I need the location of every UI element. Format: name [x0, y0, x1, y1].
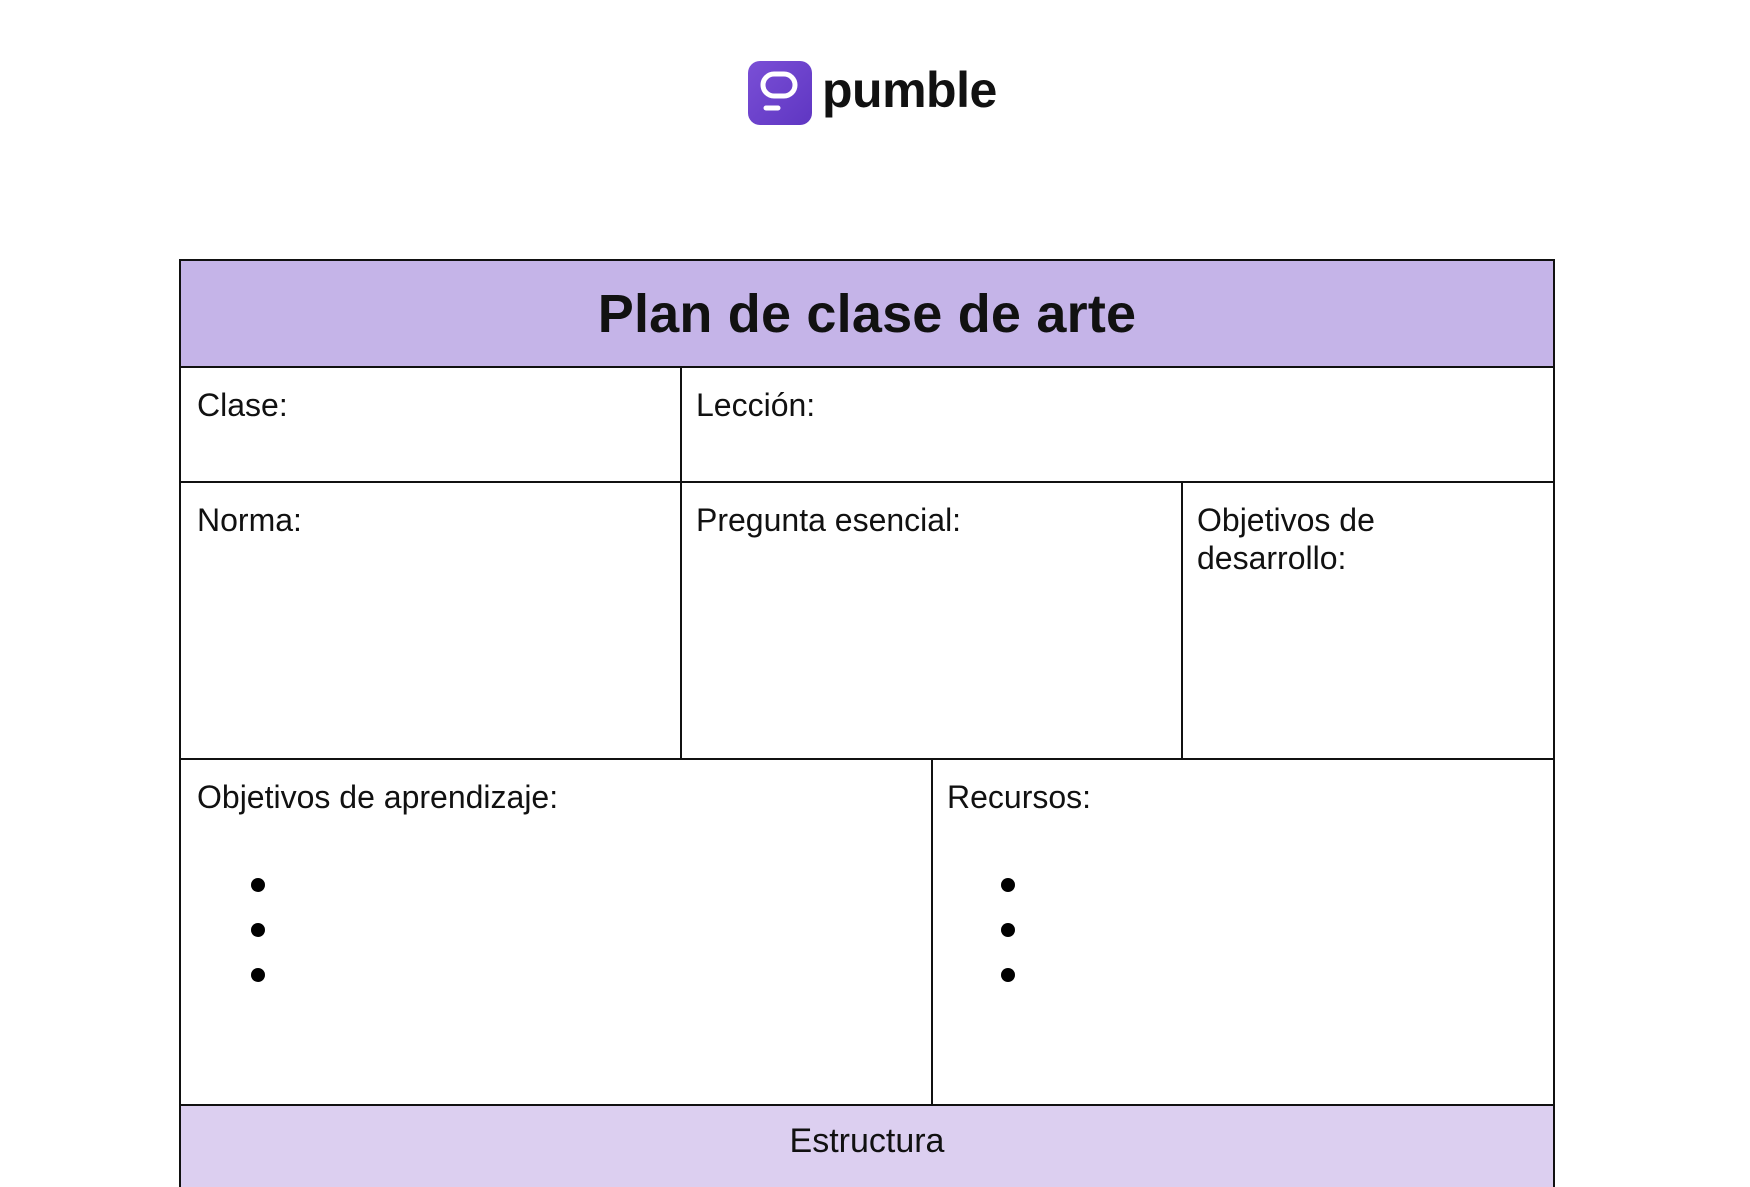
- pumble-logo-icon: [748, 61, 812, 125]
- divider: [680, 368, 682, 482]
- objetivos-desarrollo-label: Objetivos de desarrollo:: [1197, 502, 1375, 576]
- pregunta-label: Pregunta esencial:: [696, 502, 962, 538]
- pregunta-cell[interactable]: [680, 483, 1181, 758]
- bullet-point[interactable]: [251, 968, 265, 982]
- objetivos-desarrollo-cell[interactable]: [1181, 483, 1553, 758]
- objetivos-aprendizaje-label: Objetivos de aprendizaje:: [197, 779, 559, 815]
- divider: [931, 760, 933, 1104]
- recursos-label: Recursos:: [947, 779, 1092, 815]
- bullet-point[interactable]: [251, 923, 265, 937]
- bullet-point[interactable]: [1001, 968, 1015, 982]
- norma-cell[interactable]: [181, 483, 680, 758]
- bullet-point[interactable]: [251, 878, 265, 892]
- recursos-cell[interactable]: [931, 760, 1553, 1104]
- objetivos-aprendizaje-cell[interactable]: [181, 760, 931, 1104]
- divider: [1181, 483, 1183, 759]
- bullet-point[interactable]: [1001, 878, 1015, 892]
- pumble-logo: [748, 61, 997, 125]
- brand-name: pumble: [822, 62, 997, 118]
- structure-section-header: [181, 1104, 1553, 1187]
- structure-label: Estructura: [789, 1122, 945, 1160]
- norma-label: Norma:: [197, 502, 302, 538]
- lesson-plan-table: [179, 259, 1555, 1187]
- clase-label: Clase:: [197, 387, 288, 423]
- bullet-point[interactable]: [1001, 923, 1015, 937]
- leccion-label: Lección:: [696, 387, 816, 423]
- document-title: Plan de clase de arte: [597, 283, 1137, 344]
- clase-cell[interactable]: [181, 368, 680, 482]
- divider: [680, 483, 682, 759]
- title-header: [181, 261, 1553, 368]
- leccion-cell[interactable]: [680, 368, 1553, 482]
